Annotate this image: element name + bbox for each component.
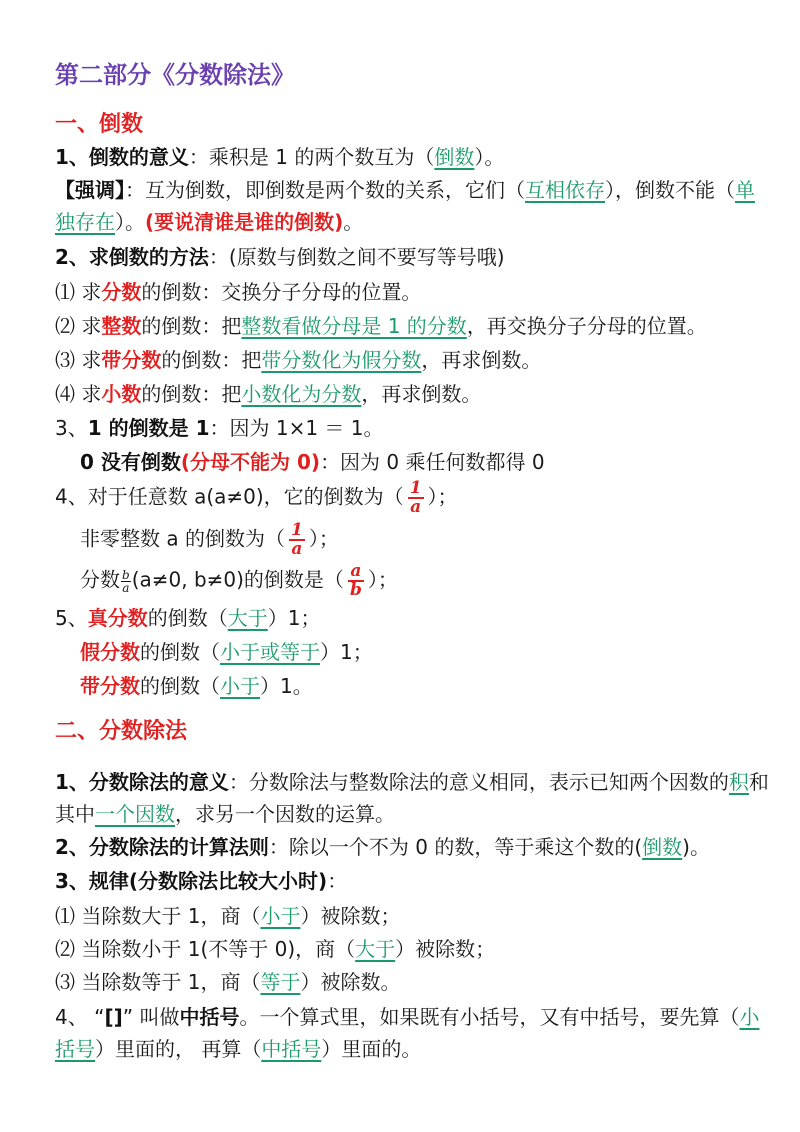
text-end: ）里面的。	[321, 1037, 422, 1061]
reciprocal-method	[55, 242, 770, 272]
text-end: ）；	[427, 484, 458, 509]
text-end: ）；	[308, 526, 339, 551]
text: ：(原数与倒数之间不要写等号哦)	[208, 245, 505, 269]
keyword: 分数	[101, 280, 142, 304]
denominator: a	[410, 497, 422, 517]
answer: 一个因数	[95, 802, 175, 826]
answer: 倒数	[642, 835, 683, 859]
text: ：互为倒数，即倒数是两个数的关系，它们（	[125, 178, 525, 202]
answer-fraction	[348, 563, 364, 599]
keyword: 带分数	[101, 348, 162, 372]
answer: 积	[728, 770, 749, 794]
answer: 互相依存	[525, 178, 605, 202]
rule-divisor-equal	[55, 967, 770, 997]
rule-divisor-less	[55, 934, 770, 964]
text-end: ）被除数；	[395, 937, 496, 961]
text: ⑶ 求	[55, 348, 102, 372]
answer: 中括号	[261, 1037, 322, 1061]
method-decimal	[55, 379, 770, 409]
text-end: ，再求倒数。	[421, 348, 542, 372]
zero-no-reciprocal	[80, 447, 770, 477]
lead: 1、分数除法的意义	[55, 770, 229, 794]
text: ：因为 1×1 ＝ 1。	[209, 416, 384, 440]
text: 的倒数（	[140, 674, 220, 698]
section-heading-fraction-division: 二、分数除法	[55, 719, 188, 744]
answer: 小括号	[55, 1005, 760, 1061]
answer: 大于	[355, 937, 396, 961]
numerator: 1	[290, 520, 303, 540]
inline-fraction	[121, 569, 131, 594]
answer: 大于	[227, 606, 268, 630]
keyword: 真分数	[87, 606, 148, 630]
lead: 1 的倒数是 1	[87, 416, 210, 440]
text-end: )。	[682, 835, 710, 859]
lead: 1、倒数的意义	[55, 145, 189, 169]
text: 的倒数：把	[141, 314, 242, 338]
text: 4、对于任意数 a(a≠0)，它的倒数为（	[55, 484, 404, 509]
text-end: 。	[343, 210, 364, 234]
text: ：乘积是 1 的两个数互为（	[188, 145, 435, 169]
division-rule	[55, 832, 770, 862]
rule-divisor-greater	[55, 901, 770, 931]
reciprocal-meaning	[55, 142, 770, 172]
denominator: a	[291, 539, 303, 559]
answer: 倒数	[434, 145, 475, 169]
text: 5、	[55, 606, 88, 630]
answer-fraction	[408, 480, 424, 516]
text: ：	[327, 869, 348, 893]
improper-fraction-reciprocal	[80, 637, 770, 667]
bracket-symbol: []	[104, 1005, 123, 1029]
text-end: ，再求倒数。	[361, 382, 482, 406]
text: ）里面的， 再算（	[95, 1037, 262, 1061]
emphasis-note	[55, 174, 770, 238]
lead: 【强调】	[55, 178, 125, 202]
reciprocal-fraction-b-a	[80, 563, 770, 599]
comparison-rules	[55, 866, 770, 896]
lead: 3、规律(分数除法比较大小时)	[55, 869, 328, 893]
text: ：因为 0 乘任何数都得 0	[320, 450, 545, 474]
text-end: ，求另一个因数的运算。	[175, 802, 395, 826]
text: 的倒数：交换分子分母的位置。	[141, 280, 422, 304]
numerator: 1	[409, 478, 422, 498]
method-fraction	[55, 277, 770, 307]
keyword: 小数	[101, 382, 142, 406]
text-end: ）1。	[260, 674, 313, 698]
text: 和其中	[55, 770, 769, 826]
text: 。一个算式里，如果既有小括号，又有中括号，要先算（	[239, 1005, 740, 1029]
mixed-number-reciprocal	[80, 671, 770, 701]
lead: 中括号	[179, 1005, 240, 1029]
text: 3、	[55, 416, 88, 440]
text: ：除以一个不为 0 的数，等于乘这个数的(	[268, 835, 643, 859]
text-end: ）被除数；	[300, 904, 401, 928]
text-end: ）。	[474, 145, 505, 169]
answer: 小数化为分数	[241, 382, 362, 406]
text-end: ）1；	[267, 606, 321, 630]
text: ⑷ 求	[55, 382, 102, 406]
text: 的倒数（	[140, 640, 220, 664]
answer: 小于	[260, 904, 301, 928]
method-mixed-number	[55, 345, 770, 375]
numerator: b	[122, 567, 130, 582]
text: ⑴ 当除数大于 1，商（	[55, 904, 261, 928]
text: (a≠0, b≠0)的倒数是（	[131, 567, 344, 592]
text-end: ）被除数。	[300, 970, 401, 994]
answer: 等于	[260, 970, 301, 994]
red-note: (分母不能为 0)	[180, 450, 321, 474]
text: 4、 “	[55, 1005, 105, 1029]
text-end: ，再交换分子分母的位置。	[466, 314, 707, 338]
method-integer	[55, 311, 770, 341]
answer: 小于或等于	[220, 640, 320, 664]
keyword: 带分数	[80, 674, 140, 698]
text: ）。	[115, 210, 145, 234]
lead: 2、分数除法的计算法则	[55, 835, 269, 859]
reciprocal-any-number	[55, 480, 770, 516]
denominator: a	[122, 580, 130, 595]
text: ⑵ 求	[55, 314, 102, 338]
keyword: 假分数	[80, 640, 140, 664]
text: ⑶ 当除数等于 1，商（	[55, 970, 261, 994]
text: ⑵ 当除数小于 1(不等于 0)，商（	[55, 937, 356, 961]
answer: 单独存在	[55, 178, 755, 234]
answer: 整数看做分母是 1 的分数	[241, 314, 467, 338]
answer: 小于	[220, 674, 260, 698]
denominator: b	[349, 580, 362, 600]
answer: 带分数化为假分数	[261, 348, 422, 372]
lead: 0 没有倒数	[80, 450, 181, 474]
red-note: (要说清谁是谁的倒数)	[145, 210, 344, 234]
numerator: a	[348, 563, 364, 582]
text: 的倒数：把	[161, 348, 262, 372]
text: ：分数除法与整数除法的意义相同，表示已知两个因数的	[228, 770, 729, 794]
text: 的倒数（	[147, 606, 228, 630]
text: 非零整数 a 的倒数为（	[80, 526, 285, 551]
answer-fraction	[289, 522, 305, 558]
text-end: ）；	[367, 567, 398, 592]
text-end: ）1；	[320, 640, 373, 664]
keyword: 整数	[101, 314, 142, 338]
lead: 2、求倒数的方法	[55, 245, 209, 269]
section-heading-reciprocal: 一、倒数	[55, 112, 144, 137]
text: 分数	[80, 567, 120, 592]
page-title: 第二部分《分数除法》	[55, 61, 295, 89]
text: ” 叫做	[122, 1005, 180, 1029]
reciprocal-of-one	[55, 413, 770, 443]
text: ），倒数不能（	[605, 178, 735, 202]
reciprocal-nonzero-integer	[80, 522, 770, 558]
text: ⑴ 求	[55, 280, 102, 304]
brackets-rule	[55, 1001, 770, 1065]
proper-fraction-reciprocal	[55, 603, 770, 633]
text: 的倒数：把	[141, 382, 242, 406]
division-meaning	[55, 766, 770, 830]
